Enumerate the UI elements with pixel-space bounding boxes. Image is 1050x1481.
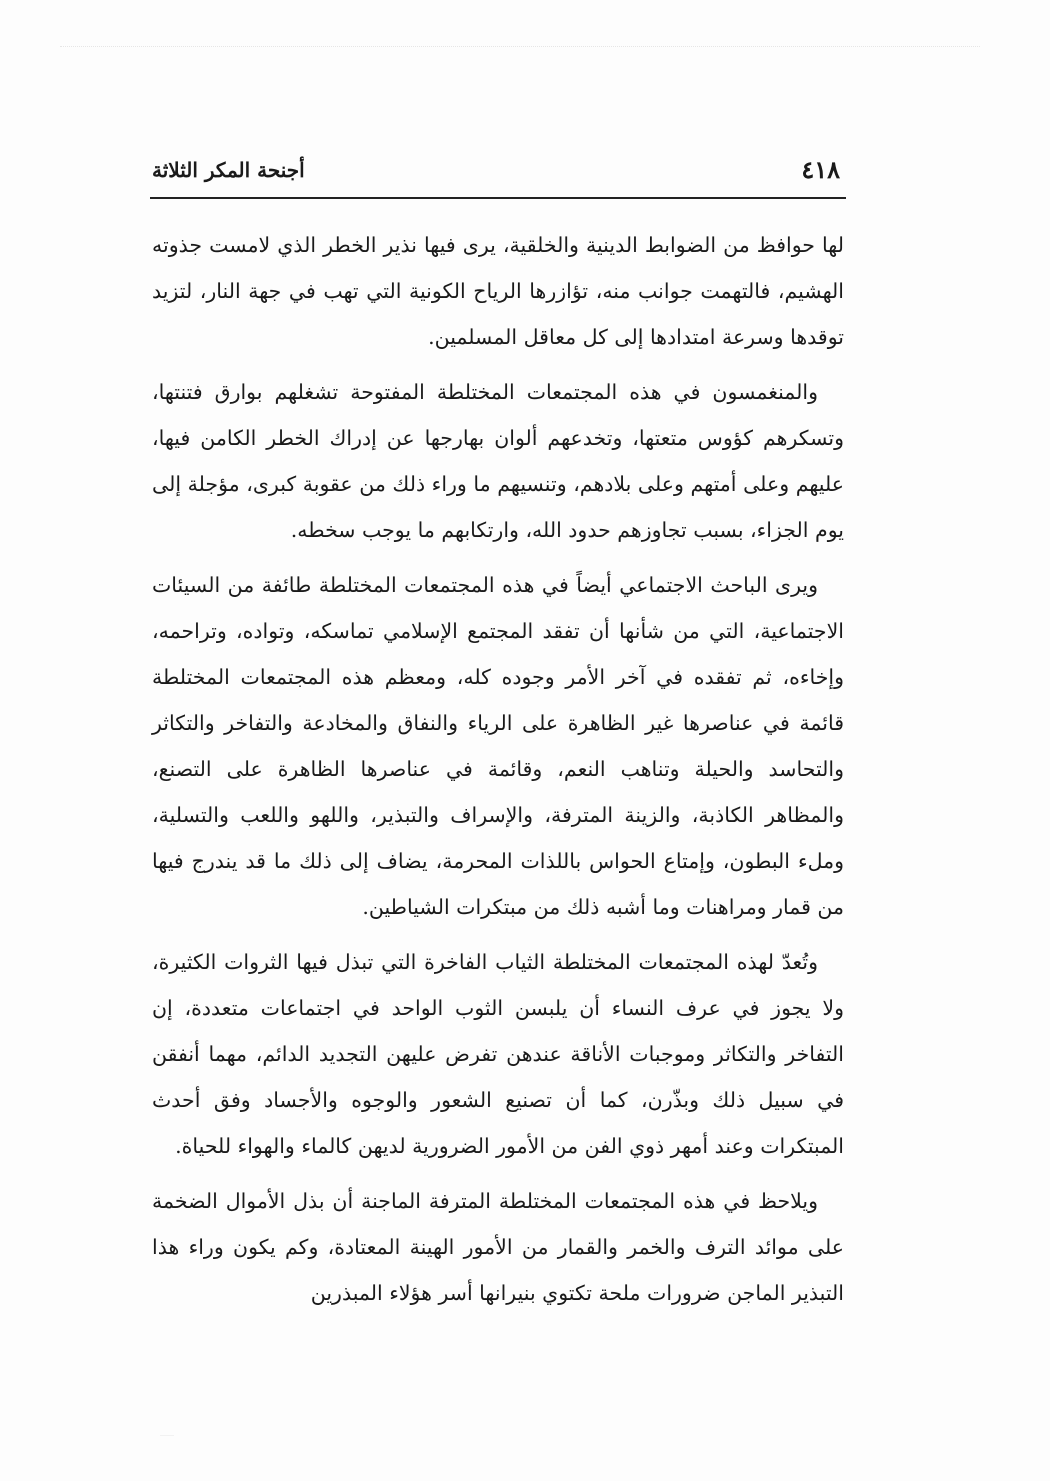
running-header	[152, 152, 844, 188]
scan-speck	[160, 1435, 174, 1436]
header-rule	[150, 197, 846, 199]
paragraph-3: ويرى الباحث الاجتماعي أيضاً في هذه المجتمعات المختلطة طائفة من السيئات الاجتماعية، التي من شأنها أن تفقد المجتمع الإسلامي تماسكه، وتواده، وتراحمه، وإخاءه، ثم تفقده في آخر الأمر وجوده كله، ومعظم هذه المجتمعات المختلطة قائمة في عناصرها غير الظاهرة على الرياء والنفاق والمخادعة والتفاخر والتكاثر والتحاسد والحيلة وتناهب النعم، وقائمة في عناصرها الظاهرة على التصنع، والمظاهر الكاذبة، والزينة المترفة، والإسراف والتبذير، واللهو واللعب والتسلية، وملء البطون، وإمتاع الحواس باللذات المحرمة، يضاف إلى ذلك ما قد يندرج فيها من قمار ومراهنات وما أشبه ذلك من مبتكرات الشياطين.	[152, 573, 844, 919]
paragraph-1: لها حوافظ من الضوابط الدينية والخلقية، يرى فيها نذير الخطر الذي لامست جذوته الهشيم، فالتهمت جوانب منه، تؤازرها الرياح الكونية التي تهب في جهة النار، لتزيد توقدها وسرعة امتدادها إلى كل معاقل المسلمين.	[152, 233, 844, 349]
book-title: أجنحة المكر الثلاثة	[152, 158, 305, 182]
body-text	[152, 222, 844, 1325]
paragraph-4: وتُعدّ لهذه المجتمعات المختلطة الثياب الفاخرة التي تبذل فيها الثروات الكثيرة، ولا يجوز في عرف النساء أن يلبسن الثوب الواحد في اجتماعات متعددة، إن التفاخر والتكاثر وموجبات الأناقة عندهن تفرض عليهن التجديد الدائم، مهما أنفقن في سبيل ذلك وبذّرن، كما أن تصنيع الشعور والوجوه والأجساد وفق أحدث المبتكرات وعند أمهر ذوي الفن من الأمور الضرورية لديهن كالماء والهواء للحياة.	[152, 950, 844, 1158]
paragraph-5: ويلاحظ في هذه المجتمعات المختلطة المترفة الماجنة أن بذل الأموال الضخمة على موائد الترف والخمر والقمار من الأمور الهينة المعتادة، وكم يكون وراء هذا التبذير الماجن ضرورات ملحة تكتوي بنيرانها أسر هؤلاء المبذرين	[152, 1189, 844, 1305]
page-number: ٤١٨	[801, 155, 840, 184]
scan-fold-line	[60, 46, 980, 47]
paragraph-2: والمنغمسون في هذه المجتمعات المختلطة المفتوحة تشغلهم بوارق فتنتها، وتسكرهم كؤوس متعتها، وتخدعهم ألوان بهارجها عن إدراك الخطر الكامن فيها، عليهم وعلى أمتهم وعلى بلادهم، وتنسيهم ما وراء ذلك من عقوبة كبرى، مؤجلة إلى يوم الجزاء، بسبب تجاوزهم حدود الله، وارتكابهم ما يوجب سخطه.	[152, 380, 844, 542]
